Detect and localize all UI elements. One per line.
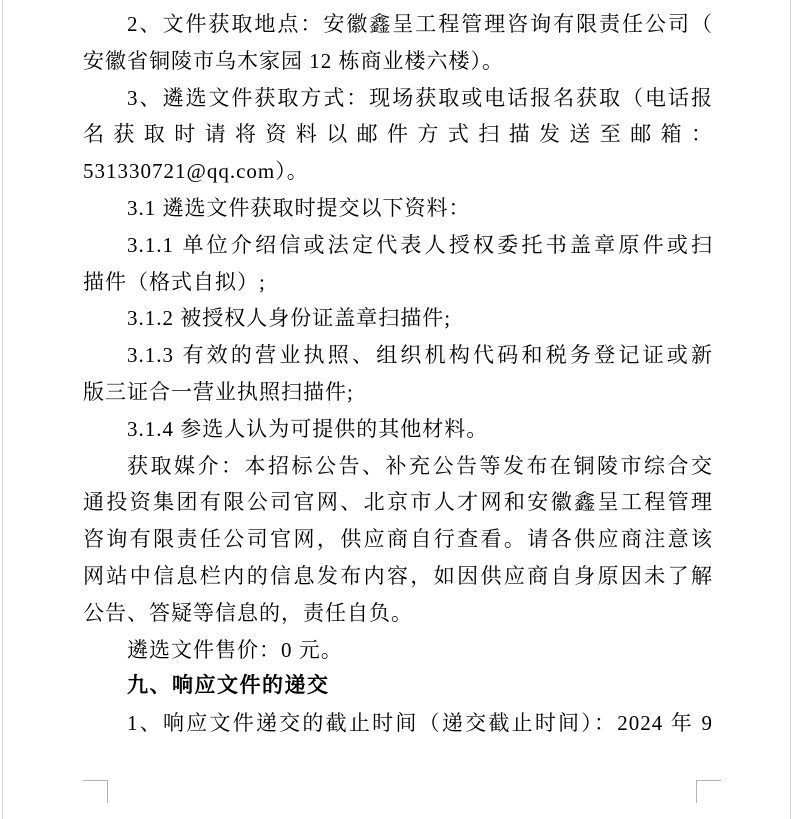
- document-line: 安徽省铜陵市乌木家园 12 栋商业楼六楼）。: [83, 48, 504, 73]
- document-line: 遴选文件售价：0 元。: [127, 637, 343, 662]
- document-line: 3.1.3 有效的营业执照、组织机构代码和税务登记证或新: [127, 343, 713, 368]
- document-line: 2、文件获取地点：安徽鑫呈工程管理咨询有限责任公司（: [127, 12, 713, 36]
- document-line: 公告、答疑等信息的，责任自负。: [83, 600, 413, 625]
- document-line: 通投资集团有限公司官网、北京市人才网和安徽鑫呈工程管理: [83, 490, 713, 515]
- page-right-edge: [790, 0, 791, 819]
- margin-mark-bottom-right: [696, 780, 721, 803]
- document-line: 网站中信息栏内的信息发布内容，如因供应商自身原因未了解: [83, 563, 713, 588]
- document-line: 531330721@qq.com）。: [83, 159, 309, 184]
- document-line: 3.1 遴选文件获取时提交以下资料：: [127, 195, 471, 220]
- document-line: 3.1.1 单位介绍信或法定代表人授权委托书盖章原件或扫: [127, 232, 713, 257]
- document-line: 获取媒介：本招标公告、补充公告等发布在铜陵市综合交: [127, 453, 713, 478]
- document-line: 名获取时请将资料以邮件方式扫描发送至邮箱：: [83, 122, 713, 147]
- document-line: 3.1.4 参选人认为可提供的其他材料。: [127, 416, 489, 441]
- document-line: 3.1.2 被授权人身份证盖章扫描件;: [127, 306, 452, 331]
- document-line: 1、响应文件递交的截止时间（递交截止时间）：2024 年 9: [127, 711, 713, 736]
- margin-mark-bottom-left: [83, 780, 108, 803]
- page-left-edge: [2, 0, 3, 819]
- document-content: [83, 6, 713, 742]
- document-line: 描件（格式自拟）;: [83, 269, 266, 294]
- document-line: 3、遴选文件获取方式：现场获取或电话报名获取（电话报: [127, 85, 713, 110]
- document-heading-line: 九、响应文件的递交: [127, 674, 330, 698]
- document-line: 咨询有限责任公司官网，供应商自行查看。请各供应商注意该: [83, 527, 713, 552]
- document-line: 版三证合一营业执照扫描件;: [83, 379, 354, 404]
